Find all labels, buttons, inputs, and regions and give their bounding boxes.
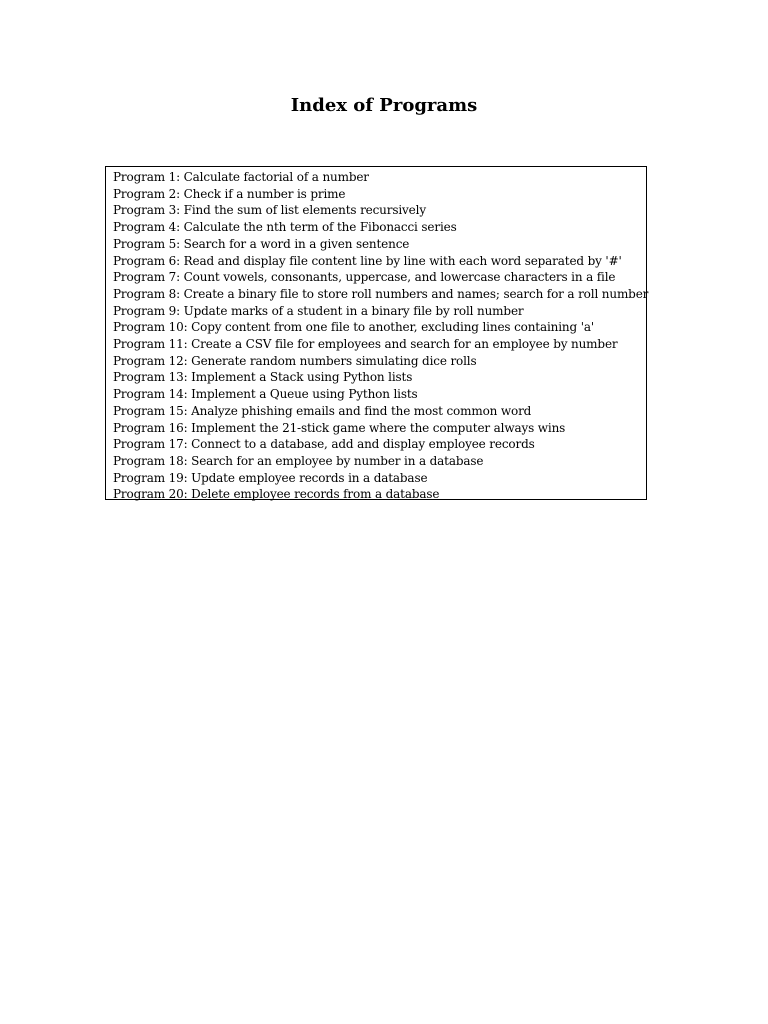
- list-item: Program 10: Copy content from one file to another, excluding lines containing 'a': [113, 320, 594, 335]
- list-item: Program 6: Read and display file content line by line with each word separated by '#': [113, 253, 622, 268]
- list-item: Program 15: Analyze phishing emails and find the most common word: [113, 403, 532, 418]
- list-item: Program 5: Search for a word in a given sentence: [113, 236, 410, 251]
- list-item: Program 9: Update marks of a student in a binary file by roll number: [113, 303, 524, 318]
- program-index-box: [105, 166, 647, 500]
- list-item: Program 20: Delete employee records from a database: [113, 487, 440, 502]
- list-item: Program 12: Generate random numbers simulating dice rolls: [113, 353, 477, 368]
- list-item: Program 11: Create a CSV file for employees and search for an employee by number: [113, 337, 618, 352]
- program-list: [113, 169, 649, 503]
- list-item: Program 7: Count vowels, consonants, uppercase, and lowercase characters in a file: [113, 270, 616, 285]
- list-item: Program 4: Calculate the nth term of the Fibonacci series: [113, 220, 457, 235]
- list-item: Program 1: Calculate factorial of a number: [113, 170, 369, 184]
- list-item: Program 19: Update employee records in a database: [113, 470, 428, 485]
- list-item: Program 2: Check if a number is prime: [113, 186, 346, 201]
- list-item: Program 3: Find the sum of list elements recursively: [113, 203, 426, 218]
- list-item: Program 13: Implement a Stack using Python lists: [113, 370, 413, 385]
- list-item: Program 16: Implement the 21-stick game where the computer always wins: [113, 420, 566, 435]
- page-title: Index of Programs: [290, 95, 478, 116]
- list-item: Program 17: Connect to a database, add and display employee records: [113, 437, 535, 452]
- list-item: Program 14: Implement a Queue using Python lists: [113, 387, 418, 402]
- list-item: Program 18: Search for an employee by number in a database: [113, 453, 484, 468]
- list-item: Program 8: Create a binary file to store roll numbers and names; search for a roll number: [113, 286, 649, 301]
